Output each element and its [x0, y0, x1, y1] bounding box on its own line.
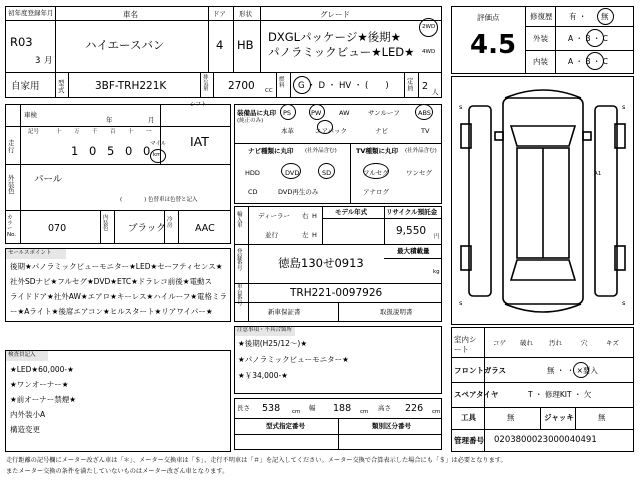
notes-title: 注意事項・不具合箇所 [237, 327, 293, 333]
tv-subtitle: (社外品含む) [405, 148, 437, 154]
tv-fullseg: フルセグ [363, 169, 389, 177]
doors-label: ドア [213, 10, 226, 18]
manual-label: 取扱説明書 [380, 308, 413, 316]
repair-label: 修復歴 [530, 12, 553, 21]
navi-subtitle: (社外品含む) [305, 148, 337, 154]
diagram-label-s: s [622, 103, 626, 111]
equip-ps: PS [283, 109, 292, 117]
equip-leather: 本革 [281, 127, 294, 135]
height-value: 226 [405, 403, 424, 414]
grade-line2: パノラミックビュー★LED★ [268, 45, 415, 59]
exterior-grade-options: A ・ B ・ C [568, 34, 609, 43]
sheet-opt-dirt: 汚れ [549, 339, 562, 347]
length-unit: cm [292, 409, 301, 415]
tv-analog: アナログ [363, 188, 389, 196]
displacement-label: 排気量 [203, 75, 209, 92]
navi-dvd: DVD [285, 169, 300, 177]
notes-line: ★￥34,000-★ [238, 371, 288, 380]
digit-header-10k: 十 [56, 129, 62, 135]
exterior-color-label: 外装色 [8, 174, 15, 195]
equip-aw: AW [339, 109, 350, 117]
sales-point-line: 社外SDナビ★フルセグ★DVD★ETC★ドラレコ前後★電動ス [10, 277, 213, 286]
reg-month-unit: 月 [44, 56, 53, 66]
new-car-warranty: 新車保証書 [268, 308, 301, 316]
right-label: 右 [302, 212, 309, 220]
windshield-options: 無 ・ ・ ×要入 [547, 366, 598, 375]
car-name: ハイエースバン [85, 38, 165, 52]
digit-header-10: 十 [128, 129, 134, 135]
windshield-label: フロントガラス [454, 366, 507, 375]
inspector-line: 内外装小A [10, 410, 46, 419]
capacity-label: 定員 [407, 77, 414, 92]
spare-tire-label: スペアタイヤ [454, 390, 499, 399]
length-value: 538 [262, 403, 281, 414]
chassis-label: 車台番号 [237, 284, 243, 307]
inspector-line: ★LED★60,000-★ [10, 365, 74, 374]
parallel-label: 並行 [265, 231, 278, 239]
type-designation-label: 型式指定番号 [266, 422, 305, 430]
tools-label: 工具 [461, 413, 476, 422]
height-label: 高さ [378, 404, 391, 412]
recycle-value: 9,550 [396, 225, 427, 237]
exterior-b-circle [586, 29, 604, 47]
equip-sunroof: サンルーフ [368, 109, 400, 117]
interior-color: ブラック [128, 223, 166, 234]
cc-unit: CC [265, 88, 273, 94]
navi-hdd: HDD [245, 169, 260, 177]
color-no: 070 [48, 223, 67, 234]
aircon-value: AAC [195, 223, 215, 234]
digit-header-1k: 千 [92, 129, 98, 135]
model-value: 3BF-TRH221K [95, 80, 167, 92]
length-label: 長さ [237, 404, 250, 412]
notes-line: ★パノラミックビューモニター★ [238, 355, 349, 364]
drive-4wd: 4WD [422, 49, 436, 55]
aircon-label: 冷房 [167, 217, 173, 229]
width-unit: cm [360, 409, 369, 415]
mileage-digit: 0 [125, 144, 133, 158]
first-reg-label: 初年度登録年月 [8, 9, 54, 17]
capacity-value: 2 [422, 81, 429, 92]
reg-number-label: 登録番号 [237, 249, 243, 272]
yen-unit: 円 [434, 234, 440, 240]
diagram-label-a1: A1 [594, 171, 602, 177]
navi-cd: CD [248, 188, 258, 196]
mileage-digit: 1 [71, 144, 79, 158]
repair-options: 有 ・ [569, 12, 587, 21]
inspector-line: ★前オーナー禁煙★ [10, 395, 76, 404]
reg-month: 3 [35, 56, 41, 66]
spare-tire-options: T ・ 修理KIT ・ 欠 [528, 390, 592, 399]
mileage-digit: 5 [107, 144, 115, 158]
notes-line: ★後期(H25/12〜)★ [238, 339, 308, 348]
inspection-year-unit: 年 [106, 116, 113, 124]
inspection-month-unit: 月 [148, 116, 155, 124]
equip-pw: PW [311, 109, 322, 117]
recycle-label: リサイクル預託金 [386, 208, 438, 216]
model-label: 型式 [58, 79, 65, 94]
drive-2wd: 2WD [422, 24, 436, 30]
grade-label: グレード [320, 10, 350, 19]
digit-header-man: 万 [74, 129, 80, 135]
diagram-label-s: s [459, 103, 463, 111]
class-number-label: 類別区分番号 [372, 422, 411, 430]
jack-label: ジャッキ [544, 413, 574, 422]
navi-sd: SD [322, 169, 332, 177]
inspector-line: ★ワンオーナー★ [10, 380, 69, 389]
usage-value: 自家用 [11, 81, 40, 92]
capacity-unit: 人 [432, 88, 439, 96]
sales-point-line: ー★Aライト★後席エアコン★ヒルスタート★リアワイパー★ [10, 307, 213, 316]
color-change-note: ( ) 色替車は色替と記入 [120, 197, 198, 203]
inspection-label: 車検 [24, 111, 37, 119]
mileage-unit-km: km [153, 152, 162, 158]
max-load-label: 最大積載量 [397, 247, 430, 255]
tools-value: 無 [507, 413, 515, 422]
equipment-subtitle: (純正のみ) [237, 118, 264, 124]
grade-line1: DXGLパッケージ★後期★ [268, 30, 401, 44]
car-name-label: 車名 [123, 10, 138, 19]
shift-value: IAT [190, 134, 209, 149]
jack-value: 無 [598, 413, 606, 422]
diagram-label-s: s [459, 299, 463, 307]
mileage-digit: 0 [143, 144, 151, 158]
equipment-title: 装備品に丸印 [237, 109, 276, 117]
sales-point-line: ライドドア★社外AW★エアロ★キーレス★ハイルーフ★電格ミラ [10, 292, 228, 301]
interior-b-circle [586, 52, 604, 70]
shift-label: シフト [190, 102, 207, 108]
equip-navi: ナビ [375, 127, 388, 135]
import-label: 輸入車 [237, 212, 243, 229]
mileage-unit-mile: マイル [150, 141, 167, 147]
exterior-color: パール [34, 174, 63, 185]
score-label: 評価点 [477, 13, 500, 22]
interior-sheet-label: 室内シート [454, 335, 477, 354]
equip-abs: ABS [418, 109, 431, 117]
inspector-title: 検査員記入 [8, 352, 36, 358]
kg-unit: kg [433, 269, 440, 275]
width-label: 幅 [309, 404, 316, 412]
width-value: 188 [333, 403, 352, 414]
fuel-options: G ・ D ・ HV ・ ( ) [298, 81, 389, 91]
inspector-line: 構造変更 [10, 425, 40, 434]
sheet-opt-tear: 破れ [520, 339, 533, 347]
displacement-value: 2700 [228, 80, 255, 92]
sales-point-line: 後期★パノラミックビューモニター★LED★セーフティセンス★ [10, 262, 223, 271]
doors-value: 4 [216, 38, 224, 52]
chassis-number: TRH221-0097926 [290, 287, 383, 299]
shape-value: HB [237, 38, 254, 52]
interior-color-label: 内装色 [103, 215, 109, 232]
navi-title: ナビ種類に丸印 [248, 147, 294, 155]
model-year-label: モデル年式 [335, 208, 368, 216]
interior-grade-options: A ・ B ・ C [568, 57, 609, 66]
dealer-label: ディーラー [258, 212, 290, 220]
diagram-label-s: s [622, 299, 626, 307]
tv-title: TV種類に丸印 [356, 147, 398, 155]
sheet-opt-scratch: キズ [606, 339, 619, 347]
mileage-label: 走行 [8, 139, 15, 154]
repair-none: 無 [601, 12, 609, 21]
shape-label: 形状 [239, 10, 252, 18]
digit-header-1: 一 [146, 129, 152, 135]
reg-year: R03 [10, 35, 33, 49]
tv-oneseg: ワンセグ [406, 169, 432, 177]
car-outline-diagram [451, 76, 634, 325]
handle-h: H [312, 231, 317, 239]
reg-number: 徳島130せ0913 [278, 256, 364, 270]
handle-h: H [312, 212, 317, 220]
left-label: 左 [302, 231, 309, 239]
mgmt-number-label: 管理番号 [454, 436, 484, 445]
equip-tv: TV [421, 127, 430, 135]
footer-note-2: またメーター交換の条件を満たしていないものはメーター改ざん車となります。 [6, 468, 229, 475]
height-unit: cm [432, 409, 441, 415]
fuel-label: 燃料 [279, 77, 285, 89]
sales-points-title: セールスポイント [8, 250, 52, 256]
score-value: 4.5 [470, 30, 517, 60]
sheet-opt-burn: コゲ [493, 339, 506, 347]
mileage-digit: 0 [89, 144, 97, 158]
digit-header-mark: 記号 [28, 129, 40, 135]
footer-note-1: 走行距離の記号欄にメーター改ざん車は「＊」、メーター交換車は「＄」、走行不明車は「＃」を記入してください。メーター交換で合算表示した場合にも「＄」は必要となります。 [6, 457, 507, 464]
navi-dvd-only: DVD再生のみ [278, 188, 319, 196]
sheet-opt-hole: 穴 [581, 339, 588, 347]
windshield-circle [573, 362, 589, 378]
digit-header-100: 百 [110, 129, 116, 135]
interior-grade-label: 内装 [533, 57, 548, 66]
equip-airbag: エアバック [315, 127, 347, 135]
color-no-label: カラーNo. [7, 215, 17, 238]
mgmt-number: 0203800023000040491 [494, 435, 597, 445]
exterior-grade-label: 外装 [533, 34, 548, 43]
